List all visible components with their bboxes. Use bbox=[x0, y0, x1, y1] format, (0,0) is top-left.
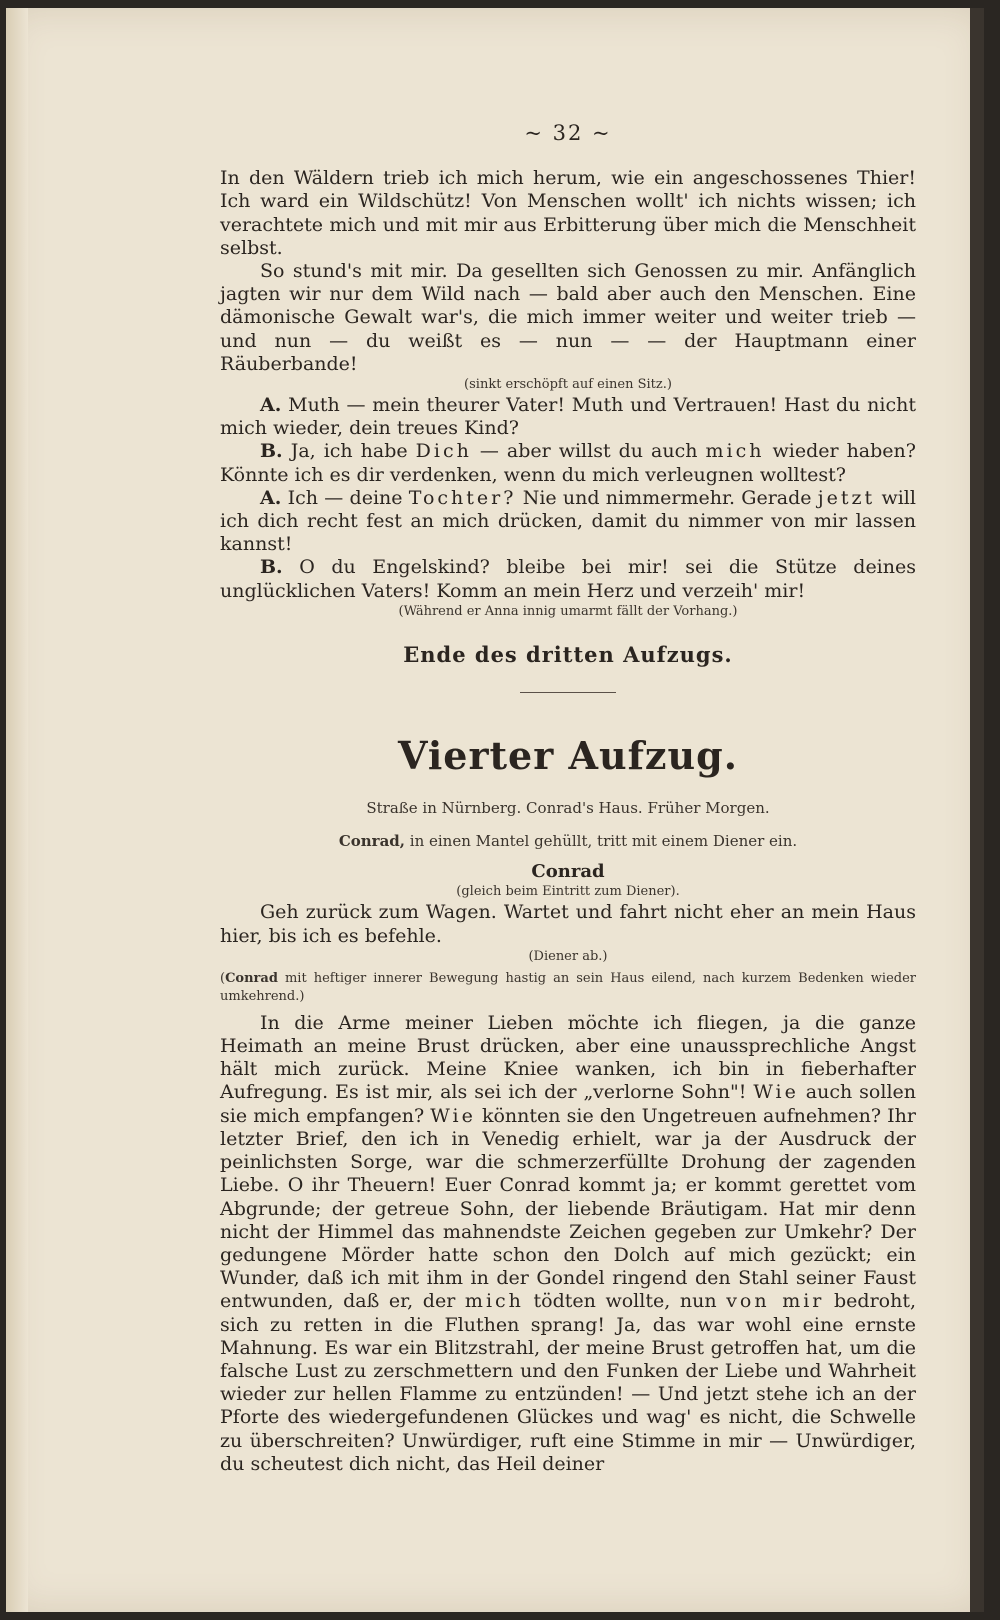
dialogue-text: — aber willst du auch bbox=[479, 440, 698, 463]
entry-direction bbox=[220, 830, 916, 853]
entry-text: in einen Mantel gehüllt, tritt mit einem Diener ein. bbox=[409, 832, 798, 851]
emphasis-text: jetzt bbox=[817, 486, 876, 509]
section-divider bbox=[520, 692, 616, 693]
emphasis-text: Tochter? bbox=[408, 486, 517, 509]
dialogue-line-conrad-1: Geh zurück zum Wagen. Wartet und fahrt nicht eher an mein Haus hier, bis ich es befehle. bbox=[220, 901, 916, 947]
dialogue-text: will ich dich recht fest an mich drücken, damit du nimmer von mir lassen kannst! bbox=[220, 486, 916, 556]
speaker-heading-conrad: Conrad bbox=[531, 861, 605, 883]
monologue-text: In die Arme meiner Lieben möchte ich fliegen, ja die ganze Heimath an meine Brust drücken, aber eine unaussprechliche Angst hält mich zurück. Meine Kniee wanken, ich bin in fieberhafter Aufregung. Es ist mir, als sei ich der „verlorne Sohn"! bbox=[220, 1011, 916, 1104]
character-name: Conrad bbox=[225, 970, 278, 986]
dialogue-line-father-1 bbox=[220, 440, 916, 486]
scene-description: Straße in Nürnberg. Conrad's Haus. Früher Morgen. bbox=[366, 799, 770, 818]
monologue-text: könnten sie den Ungetreuen aufnehmen? Ihr letzter Brief, den ich in Venedig erhielt, war ja der Ausdruck der peinlichsten Sorge, war die schmerzerfüllte Drohung der zagenden Liebe. O ihr Theuern! Euer Conrad kommt ja; er kommt gerettet vom Abgrunde; der getreue Sohn, der liebende Bräutigam. Hat mir denn nicht der Himmel das mahnendste Zeichen gegeben zur Umkehr? Der gedungene Mörder hatte schon den Dolch auf mich gezückt; ein Wunder, daß ich mit ihm in der Gondel ringend den Stahl seiner Faust entwunden, daß er, der bbox=[220, 1104, 917, 1313]
speaker-label: A. bbox=[260, 486, 282, 509]
dialogue-text: wieder haben? Könnte ich es dir verdenken, wenn du mich verleugnen wolltest? bbox=[220, 440, 916, 486]
stage-direction-curtain: (Während er Anna innig umarmt fällt der Vorhang.) bbox=[398, 603, 738, 619]
page-edge-shadow bbox=[970, 8, 984, 1612]
dialogue-text: Nie und nimmermehr. Gerade bbox=[522, 486, 812, 509]
act-title: Vierter Aufzug. bbox=[398, 733, 738, 779]
emphasis-text: Dich bbox=[415, 440, 472, 463]
page-content bbox=[220, 122, 916, 1476]
stage-direction-sinks: (sinkt erschöpft auf einen Sitz.) bbox=[464, 377, 672, 393]
dialogue-line-anna-2 bbox=[220, 487, 916, 557]
page-gutter bbox=[6, 8, 28, 1612]
paragraph-forest: In den Wäldern trieb ich mich herum, wie ein angeschossenes Thier! Ich ward ein Wildschütz! Von Menschen wollt' ich nichts wissen; ich verachtete mich und mit mir aus Erbitterung über mich die Menschheit selbst. bbox=[220, 167, 916, 259]
dialogue-line-anna-1 bbox=[220, 394, 916, 440]
ornament-right-icon: ~ bbox=[592, 121, 612, 145]
stage-direction-text: mit heftiger innerer Bewegung hastig an sein Haus eilend, nach kurzem Bedenken wieder umkehrend. bbox=[220, 970, 916, 1004]
emphasis-text: mich bbox=[705, 440, 765, 463]
speaker-label: B. bbox=[260, 556, 283, 579]
page-number-header bbox=[220, 122, 916, 145]
monologue-text: auch sollen sie mich empfangen? bbox=[220, 1081, 916, 1127]
stage-direction-conrad: (Conrad mit heftiger innerer Bewegung hastig an sein Haus eilend, nach kurzem Bedenken wieder umkehrend.) bbox=[220, 970, 916, 1004]
emphasis-text: Wie bbox=[430, 1104, 476, 1127]
dialogue-text: Muth — mein theurer Vater! Muth und Vertrauen! Hast du nicht mich wieder, dein treues Kind? bbox=[220, 394, 916, 440]
page-number: 32 bbox=[552, 121, 584, 145]
end-of-act-heading: Ende des dritten Aufzugs. bbox=[403, 641, 733, 667]
emphasis-text: von mir bbox=[726, 1290, 825, 1313]
speaker-label: B. bbox=[260, 440, 283, 463]
ornament-left-icon: ~ bbox=[524, 121, 544, 145]
stage-direction-to-servant: (gleich beim Eintritt zum Diener). bbox=[456, 884, 680, 900]
dialogue-text: Ja, ich habe bbox=[290, 440, 408, 463]
monologue-text: tödten wollte, nun bbox=[533, 1290, 717, 1313]
emphasis-text: Wie bbox=[753, 1081, 799, 1104]
dialogue-text: O du Engelskind? bleibe bei mir! sei die Stütze deines unglücklichen Vaters! Komm an mein Herz und verzeih' mir! bbox=[220, 556, 916, 602]
stage-direction-servant-exit: (Diener ab.) bbox=[528, 948, 608, 964]
emphasis-text: mich bbox=[464, 1290, 524, 1313]
book-page bbox=[6, 8, 984, 1612]
character-name: Conrad, bbox=[338, 832, 405, 851]
dialogue-text: Ich — deine bbox=[287, 486, 403, 509]
speaker-label: A. bbox=[260, 394, 282, 417]
dialogue-line-father-2 bbox=[220, 556, 916, 602]
paragraph-robber-band: So stund's mit mir. Da gesellten sich Genossen zu mir. Anfänglich jagten wir nur dem Wild nach — bald aber auch den Menschen. Eine dämonische Gewalt war's, die mich immer weiter und weiter trieb — und nun — du weißt es — nun — — der Hauptmann einer Räuberbande! bbox=[220, 260, 916, 375]
monologue-text: bedroht, sich zu retten in die Fluthen sprang! Ja, das war wohl eine ernste Mahnung. Es war ein Blitzstrahl, der meine Brust getroffen hat, um die falsche Lust zu zerschmettern und den Funken der Liebe und Wahrheit wieder zur hellen Flamme zu entzünden! — Und jetzt stehe ich an der Pforte des wiedergefundenen Glückes und wag' es nicht, die Schwelle zu überschreiten? Unwürdiger, ruft eine Stimme in mir — Unwürdiger, du scheutest dich nicht, das Heil deiner bbox=[220, 1290, 917, 1475]
monologue-conrad bbox=[220, 1012, 916, 1476]
